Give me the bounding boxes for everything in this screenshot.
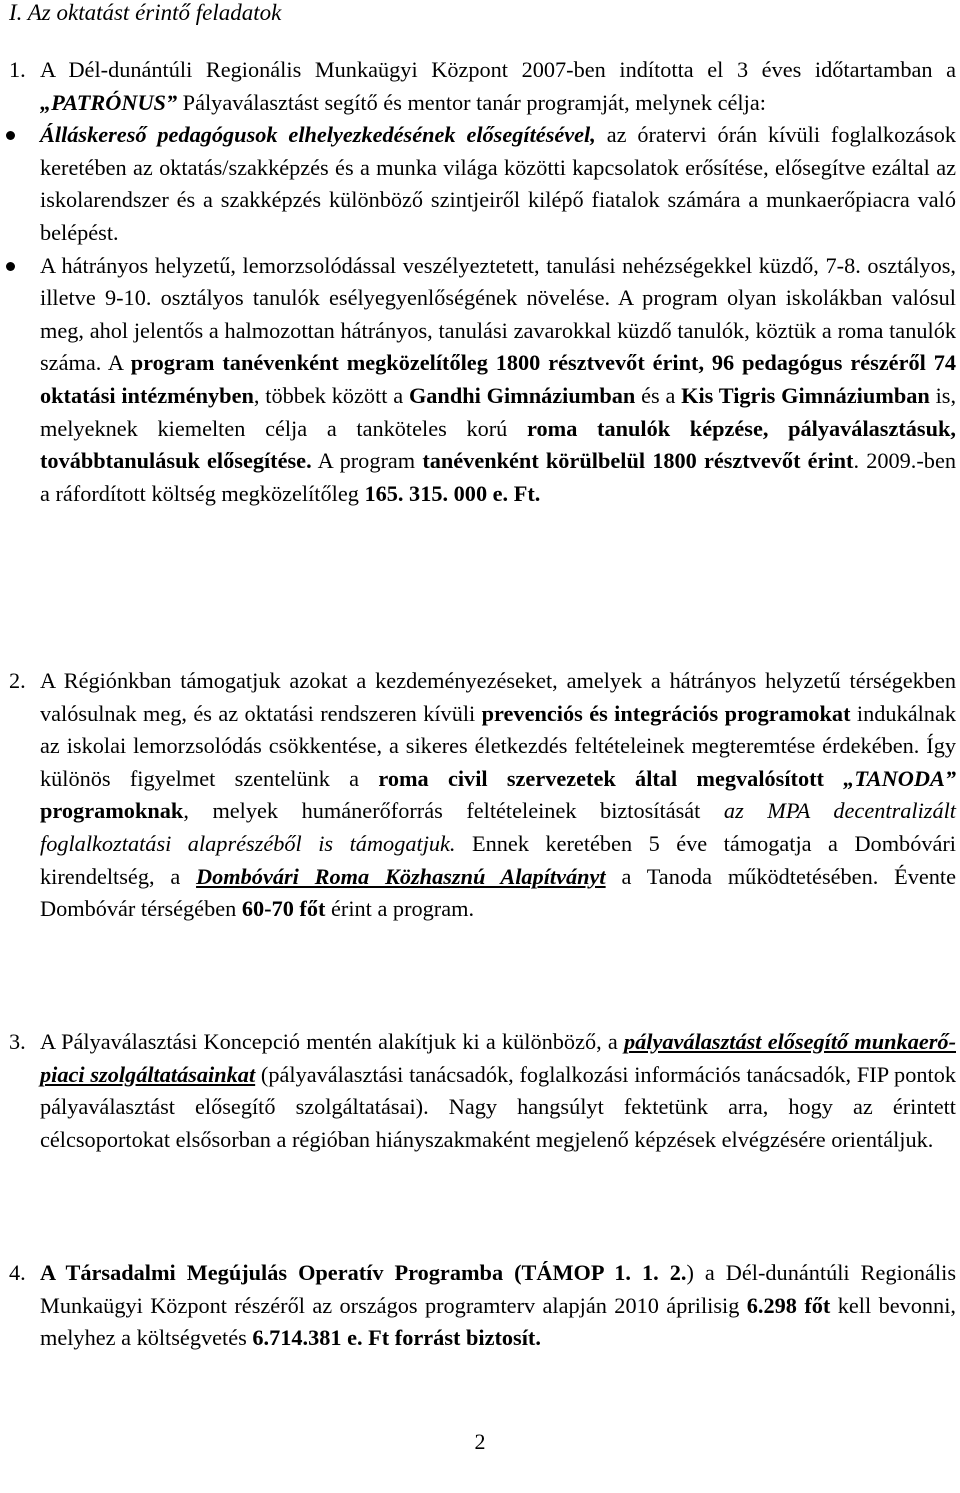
page-number: 2 [474, 1429, 486, 1454]
item-number: 1. [9, 57, 26, 82]
item-body: A Társadalmi Megújulás Operatív Programba (TÁMOP 1. 1. 2.) a Dél-dunántúli Regionális Munkaügyi Központ részéről az országos programterv alapján 2010 áprilisig 6.298 főt kell bevonni, melyhez a költségvetés 6.714.381 e. Ft forrást biztosít. [40, 1260, 956, 1351]
bullet-item-1: Álláskereső pedagógusok elhelyezkedésének elősegítésével, az óratervi órán kívüli foglalkozások keretében az oktatás/szakképzés és a munka világa közötti kapcsolatok erősítése, elősegítve ezáltal az iskolarendszer és a szakképzés különböző szintjeiről kilépő fiatalok számára a munkaerőpiacra való belépést. [40, 119, 956, 249]
item-number: 3. [9, 1029, 26, 1054]
list-item-2 [0, 665, 960, 926]
bullet-icon [6, 262, 15, 271]
item-number: 4. [9, 1260, 26, 1285]
list-item-3 [0, 1026, 960, 1156]
list-item-4 [0, 1257, 960, 1355]
section-heading: I. Az oktatást érintő feladatok [9, 0, 282, 25]
bullet-list [40, 119, 956, 510]
item-body: A Régiónkban támogatjuk azokat a kezdeményezéseket, amelyek a hátrányos helyzetű térségekben valósulnak meg, és az oktatási rendszeren kívüli prevenciós és integrációs programokat indukálnak az iskolai lemorzsolódás csökkentése, a sikeres életkezdés feltételeinek megteremtése érdekében. Így különös figyelmet szentelünk a roma civil szervezetek által megvalósított „TANODA” programoknak, melyek humánerőforrás feltételeinek biztosítását az MPA decentralizált foglalkoztatási alaprészéből is támogatjuk. Ennek keretében 5 éve támogatja a Dombóvári kirendeltség, a Dombóvári Roma Közhasznú Alapítványt a Tanoda működtetésében. Évente Dombóvár térségében 60-70 főt érint a program. [40, 668, 957, 922]
item-body [40, 54, 956, 510]
program-name: „PATRÓNUS” [40, 89, 178, 115]
item-number: 2. [9, 668, 26, 693]
bullet-item-2: A hátrányos helyzetű, lemorzsolódással veszélyeztetett, tanulási nehézségekkel küzdő, 7-8. osztályos, illetve 9-10. osztályos tanulók esélyegyenlőségének növelése. A program olyan iskolákban valósul meg, ahol jelentős a halmozottan hátrányos, tanulási zavarokkal küzdő tanulók, köztük a roma tanulók száma. A program tanévenként megközelítőleg 1800 résztvevőt érint, 96 pedagógus részéről 74 oktatási intézményben, többek között a Gandhi Gimnáziumban és a Kis Tigris Gimnáziumban is, melyeknek kiemelten célja a tanköteles korú roma tanulók képzése, pályaválasztásuk, továbbtanulásuk elősegítése. A program tanévenként körülbelül 1800 résztvevőt érint. 2009.-ben a ráfordított költség megközelítőleg 165. 315. 000 e. Ft. [40, 250, 956, 511]
item-intro: A Dél-dunántúli Regionális Munkaügyi Központ 2007-ben indította el 3 éves időtartamban a „PATRÓNUS” Pályaválasztást segítő és mentor tanár programját, melynek célja: [40, 57, 956, 115]
item-body: A Pályaválasztási Koncepció mentén alakítjuk ki a különböző, a pályaválasztást elősegítő munkaerő-piaci szolgáltatásainkat (pályaválasztási tanácsadók, foglalkozási információs tanácsadók, FIP pontok pályaválasztást elősegítő szolgáltatásai). Nagy hangsúlyt fektetünk arra, hogy az érintett célcsoportokat elsősorban a régióban hiányszakmaként megjelenő képzések elvégzésére orientáljuk. [40, 1029, 956, 1152]
bullet-icon [6, 131, 15, 140]
list-item-1 [0, 54, 960, 510]
